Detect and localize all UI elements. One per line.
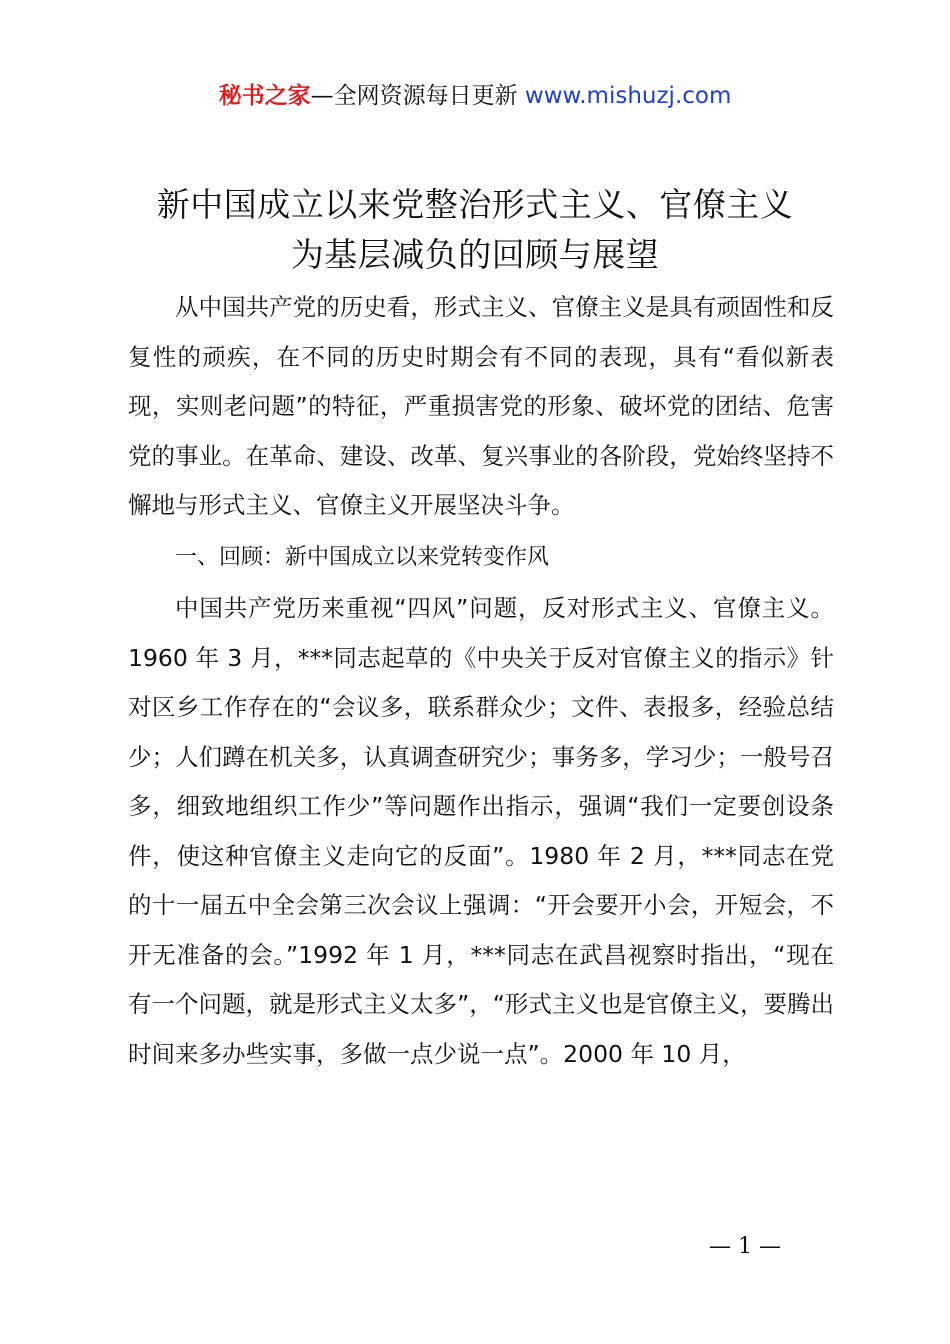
- section-paragraph: 中国共产党历来重视“四风”问题，反对形式主义、官僚主义。1960 年 3 月，***同志起草的《中央关于反对官僚主义的指示》针对区乡工作存在的“会议多，联系群众少；文件、表报多，经验总结少；人们蹲在机关多，认真调查研究少；事务多，学习少；一般号召多，细致地组织工作少”等问题作出指示，强调“我们一定要创设条件，使这种官僚主义走向它的反面”。1980 年 2 月，***同志在党的十一届五中全会第三次会议上强调：“开会要开小会，开短会，不开无准备的会。”1992 年 1 月，***同志在武昌视察时指出，“现在有一个问题，就是形式主义太多”，“形式主义也是官僚主义，要腾出时间来多办些实事，多做一点少说一点”。2000 年 10 月，: [128, 594, 834, 1068]
- intro-paragraph: 从中国共产党的历史看，形式主义、官僚主义是具有顽固性和反复性的顽疾，在不同的历史时期会有不同的表现，具有“看似新表现，实则老问题”的特征，严重损害党的形象、破坏党的团结、危害党的事业。在革命、建设、改革、复兴事业的各阶段，党始终坚持不懈地与形式主义、官僚主义开展坚决斗争。: [128, 293, 834, 519]
- site-header: [0, 80, 950, 112]
- page-number: — 1 —: [709, 1234, 781, 1259]
- header-tagline: —全网资源每日更新: [310, 83, 525, 109]
- document-title: [100, 180, 850, 280]
- section-heading: 一、回顾：新中国成立以来党转变作风: [175, 544, 550, 570]
- brand-name: 秘书之家: [218, 83, 311, 109]
- site-url-link[interactable]: www.mishuzj.com: [524, 83, 732, 109]
- document-body: [128, 283, 834, 1079]
- title-line-2: 为基层减负的回顾与展望: [290, 235, 660, 274]
- title-line-1: 新中国成立以来党整治形式主义、官僚主义: [156, 185, 794, 224]
